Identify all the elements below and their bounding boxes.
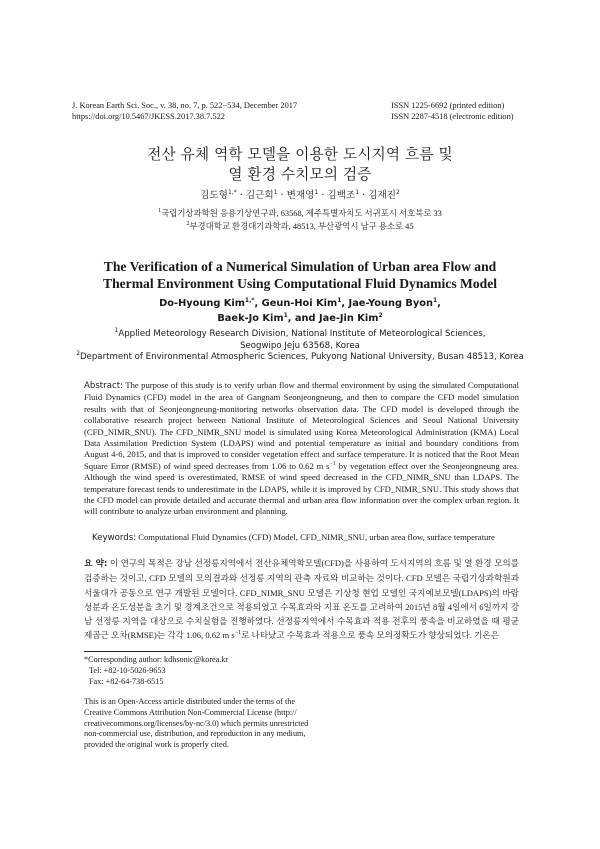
license-line: creativecommons.org/licenses/by-nc/3.0) which permits unrestricted — [84, 718, 309, 728]
english-authors-line1 — [60, 296, 540, 311]
english-author-name: Geun-Hoi Kim — [261, 298, 338, 309]
korean-title — [0, 145, 600, 185]
english-affiliation-2: $^2$Department of Environmental Atmospheric Sciences, Pukyong National University, Busan 48513, Korea — [76, 350, 524, 362]
author-affiliation-mark: 1 — [314, 189, 319, 196]
keywords-label: Keywords: — [92, 533, 137, 543]
english-title-line2: Thermal Environment Using Computational Fluid Dynamics Model — [103, 276, 497, 291]
author-affiliation-mark: 1 — [355, 189, 360, 196]
license-line: Creative Commons Attribution Non-Commercial License (http:// — [84, 707, 297, 717]
license-line: non-commercial use, distribution, and reproduction in any medium, — [84, 729, 306, 739]
author-affiliation-mark: 1 — [283, 312, 288, 319]
korean-author-name: 김근회 — [245, 190, 274, 201]
author-separator: , — [437, 298, 441, 309]
journal-citation: J. Korean Earth Sci. Soc., v. 38, no. 7, p. 522−534, December 2017 — [72, 101, 298, 110]
journal-citation-block — [72, 100, 297, 122]
korean-affiliations — [0, 207, 600, 233]
english-author-name: Do-Hyoung Kim — [159, 298, 245, 309]
english-author-name: Jae-Jin Kim — [318, 313, 379, 324]
author-affiliation-mark: 1 — [432, 297, 438, 304]
korean-abstract-label: 요 약: — [84, 559, 108, 569]
korean-abstract: 요 약: 이 연구의 목적은 강남 선정릉지역에서 전산유체역학모델(CFD)을 사용하여 도시지역의 흐름 및 열 환경 모의를 검증하는 것이고, CFD 모델의 모의결과와 선정릉 지역의 관측 자료와 비교하는 것이다. CFD 모델은 국립기상과학원과 서울대가 공동으로 연구 개발된 모델이다. CFD_NIMR_SNU 모델은 기상청 현업 모델인 국지예보모델(LDAPS)의 바람 성분과 온도성분을 초기 및 경계조건으로 적용되었고 수목효과와 지표 온도를 고려하여 2015년 8월 4일에서 6일까지 강남 선정릉 지역을 대상으로 수치실험을 진행하였다. 선정릉지역에서 수목효과 적용 전후의 풍속을 비교하였을 때 평균 제곱근 오차(RMSE)는 각각 1.06, 0.62 m $s^{-1}$로 나타났고 수목효과 적용으로 풍속 모의정확도가 향상되었다. 기온은 — [84, 558, 519, 641]
korean-author-name: 변재영 — [286, 190, 315, 201]
abstract-label: Abstract: — [84, 381, 123, 391]
author-separator: , — [341, 298, 349, 309]
issn-electronic: ISSN 2287-4518 (electronic edition) — [391, 112, 514, 121]
english-authors — [60, 296, 540, 326]
english-title — [60, 258, 540, 292]
author-separator: , — [254, 298, 262, 309]
corresponding-author-footnote — [84, 655, 228, 687]
author-separator: · — [236, 190, 246, 201]
issn-block — [391, 100, 514, 122]
abstract-text-cont: by vegetation effect over the Seonjeongneung area. Although the wind speed is overestimated, RMSE of wind speed decreased in the CFD_NIMR_SNU than LDAPS. The temperature forecast tends to underestimate in the LDAPS, while it is improved by CFD_NIMR_SNU. This study shows that the CFD model can provide detailed and accurate thermal and urban area flow information over the complex urban region. It will contribute to analyze urban environment and planning. — [84, 460, 519, 517]
author-affiliation-mark: 1,* — [227, 189, 237, 196]
telephone: Tel: +82-10-5026-9653 — [89, 665, 166, 675]
author-affiliation-mark: 1,* — [244, 297, 255, 304]
corresponding-author: *Corresponding author: kdhsonic@korea.kr — [84, 655, 229, 664]
keywords-text: Computational Fluid Dynamics (CFD) Model, CFD_NIMR_SNU, urban area flow, surface temperature — [136, 532, 495, 542]
license-line: provided the original work is properly cited. — [84, 740, 229, 750]
abstract: Abstract: The purpose of this study is to verify urban flow and thermal environment by using the simulated Computational Fluid Dynamics (CFD) model in the area of Gangnam Seonjeongneung, and then to compare the CFD model simulation results with that of Seonjeongneung-monitoring networks observation data. The CFD model is developed through the collaborative research project between National Institute of Meteorological Sciences and Seoul National University (CFD_NIMR_SNU). The CFD_NIMR_SNU model is simulated using Korea Meteorological Administration (KMA) Local Data Assimilation Prediction System (LDAPS) wind and potential temperature as initial and boundary conditions from August 4-6, 2015, and that is improved to consider vegetation effect and surface temperature. It is noticed that the Root Mean Square Error (RMSE) of wind speed decreases from 1.06 to 0.62 m $s^{-1}$ by vegetation effect over the Seonjeongneung area. Although the wind speed is overestimated, RMSE of wind speed decreased in the CFD_NIMR_SNU than LDAPS. The temperature forecast tends to underestimate in the LDAPS, while it is improved by CFD_NIMR_SNU. This study shows that the CFD model can provide detailed and accurate thermal and urban area flow information over the complex urban region. It will contribute to analyze urban environment and planning. — [84, 380, 519, 517]
korean-title-line1: 전산 유체 역학 모델을 이용한 도시지역 흐름 및 — [147, 146, 453, 163]
author-separator: · — [277, 190, 287, 201]
footnote-divider — [84, 651, 192, 652]
author-affiliation-mark: 2 — [396, 189, 400, 196]
author-separator: , and — [287, 313, 319, 324]
license-line: This is an Open-Access article distributed under the terms of the — [84, 697, 295, 706]
doi-link[interactable]: https://doi.org/10.5467/JKESS.2017.38.7.522 — [72, 112, 225, 121]
abstract-text: The purpose of this study is to verify urban flow and thermal environment by using the simulated Computational Fluid Dynamics (CFD) model in the area of Gangnam Seonjeongneung, and then to compare the CFD model simulation results with that of Seonjeongneung-monitoring networks observation data. The CFD model is developed through the collaborative research project between National Institute of Meteorological Sciences and Seoul National University (CFD_NIMR_SNU). The CFD_NIMR_SNU model is simulated using Korea Meteorological Administration (KMA) Local Data Assimilation Prediction System (LDAPS) wind and potential temperature as initial and boundary conditions from August 4-6, 2015, and that is improved to consider vegetation effect and surface temperature. It is noticed that the Root Mean Square Error (RMSE) of wind speed decreases from 1.06 to 0.62 m s — [84, 380, 519, 471]
english-author-name: Jae-Young Byon — [348, 298, 433, 309]
korean-title-line2: 열 환경 수치모의 검증 — [228, 166, 372, 183]
korean-author-name: 김재진 — [368, 190, 397, 201]
korean-authors — [0, 187, 600, 201]
english-author-name: Baek-Jo Kim — [217, 313, 284, 324]
english-authors-line2 — [60, 311, 540, 326]
english-affiliation-1: $^1$Applied Meteorology Research Division, National Institute of Meteorological Sciences, Seogwipo Jeju 63568, Korea — [114, 327, 486, 351]
korean-author-name: 김도형 — [200, 190, 228, 201]
korean-affiliation-1: $^1$국립기상과학원 응용기상연구과, 63568, 제주특별자치도 서귀포시 서호북로 33 — [158, 208, 442, 218]
keywords — [92, 532, 522, 544]
korean-abstract-text-cont: 로 나타났고 수목효과 적용으로 풍속 모의정확도가 향상되었다. 기온은 — [241, 630, 500, 641]
english-title-line1: The Verification of a Numerical Simulation of Urban area Flow and — [103, 259, 497, 274]
author-separator: · — [359, 190, 369, 201]
korean-abstract-text: 이 연구의 목적은 강남 선정릉지역에서 전산유체역학모델(CFD)을 사용하여 도시지역의 흐름 및 열 환경 모의를 검증하는 것이고, CFD 모델의 모의결과와 선정릉 지역의 관측 자료와 비교하는 것이다. CFD 모델은 국립기상과학원과 서울대가 공동으로 연구 개발된 모델이다. CFD_NIMR_SNU 모델은 기상청 현업 모델인 국지예보모델(LDAPS)의 바람 성분과 온도성분을 초기 및 경계조건으로 적용되었고 수목효과와 지표 온도를 고려하여 2015년 8월 4일에서 6일까지 강남 선정릉 지역을 대상으로 수치실험을 진행하였다. 선정릉지역에서 수목효과 적용 전후의 풍속을 비교하였을 때 평균 제곱근 오차(RMSE)는 각각 1.06, 0.62 m s — [84, 558, 519, 641]
author-separator: · — [318, 190, 328, 201]
author-affiliation-mark: 1 — [337, 297, 342, 304]
issn-print: ISSN 1225-6692 (printed edition) — [391, 101, 505, 110]
korean-author-name: 김백조 — [327, 190, 356, 201]
license-footnote — [84, 697, 314, 751]
author-affiliation-mark: 1 — [273, 189, 278, 196]
fax: Fax: +82-64-738-6515 — [89, 676, 164, 686]
author-affiliation-mark: 2 — [378, 312, 383, 319]
korean-affiliation-2: $^2$부경대학교 환경대기과학과, 48513, 부산광역시 남구 용소로 45 — [186, 221, 414, 231]
